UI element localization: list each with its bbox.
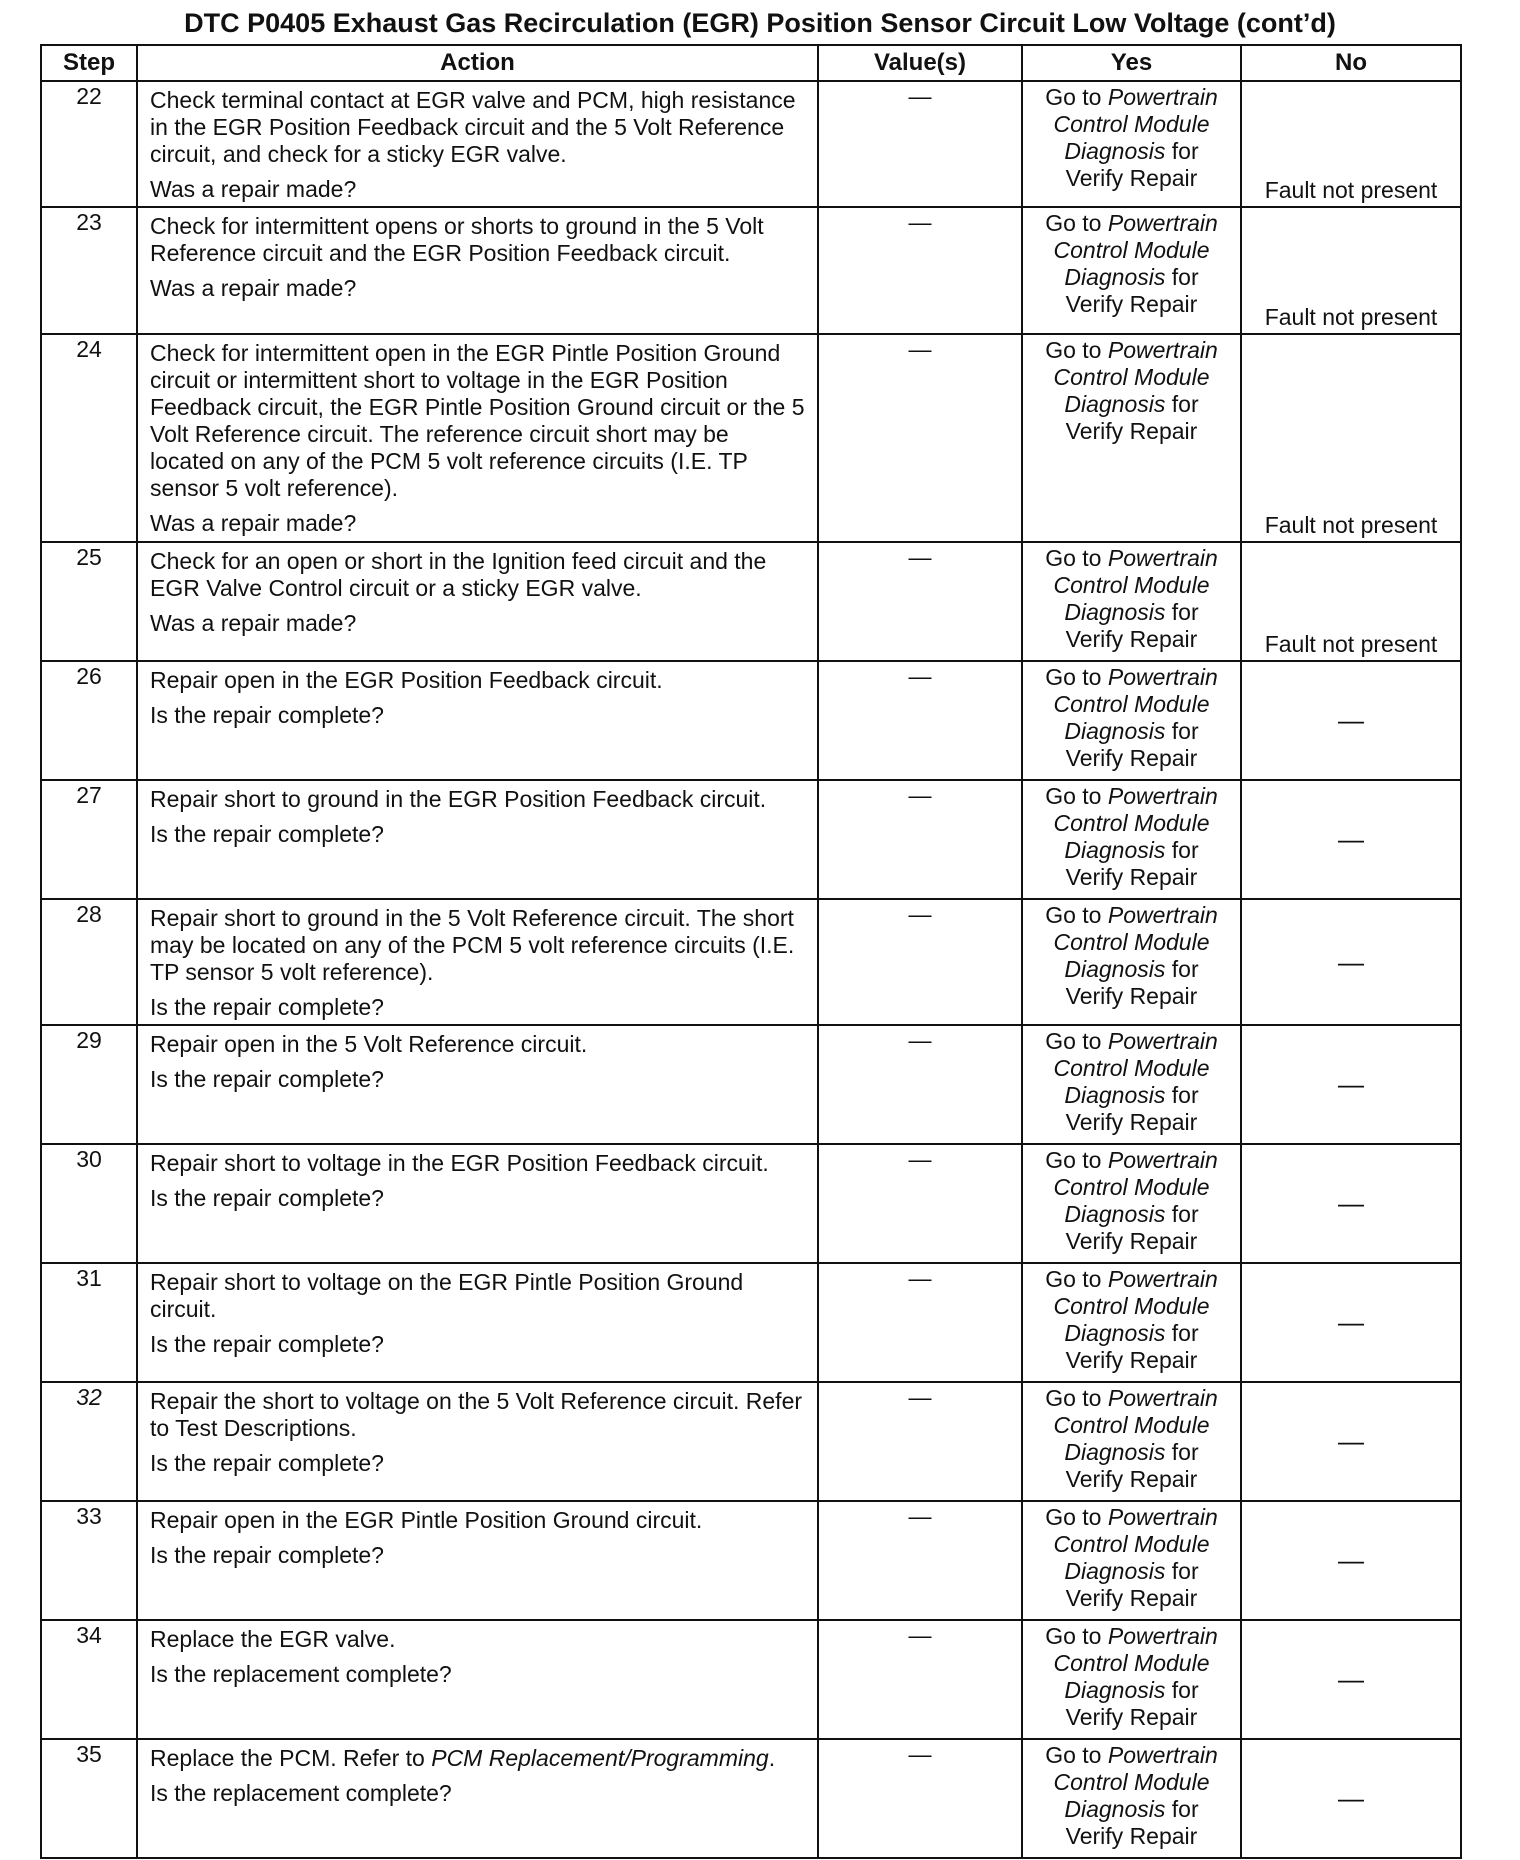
yes-pcm-title-1: Powertrain (1107, 1147, 1218, 1173)
action-cell (137, 1382, 818, 1501)
yes-cell (1022, 334, 1241, 542)
no-cell (1241, 1739, 1461, 1858)
yes-diagnosis: Diagnosis (1064, 718, 1166, 744)
fault-not-present: Fault not present (1264, 512, 1438, 538)
yes-pcm-title-1: Powertrain (1107, 1028, 1218, 1054)
dash: — (1338, 1307, 1364, 1337)
yes-go-to: Go to (1045, 664, 1108, 690)
action-question: Was a repair made? (150, 510, 357, 536)
yes-pcm-title-1: Powertrain (1107, 1385, 1218, 1411)
table-row (41, 1263, 1461, 1382)
action-question: Is the repair complete? (150, 1450, 384, 1476)
table-row (41, 1620, 1461, 1739)
dash: — (1338, 946, 1364, 977)
action-cell (137, 780, 818, 899)
step-number: 25 (41, 542, 137, 661)
table-row (41, 207, 1461, 334)
no-cell (1241, 81, 1461, 207)
yes-pcm-title-2: Control Module (1053, 237, 1210, 263)
step-number: 28 (41, 899, 137, 1025)
step-number: 29 (41, 1025, 137, 1144)
yes-pcm-title-2: Control Module (1053, 1055, 1210, 1081)
no-cell (1241, 780, 1461, 899)
table-row (41, 899, 1461, 1025)
values-column-header: Value(s) (818, 45, 1022, 81)
dash: — (1338, 1545, 1364, 1575)
yes-verify-repair: Verify Repair (1065, 1347, 1198, 1373)
table-row (41, 81, 1461, 207)
step-number: 24 (41, 334, 137, 542)
value-cell (818, 207, 1022, 334)
action-text: Repair open in the 5 Volt Reference circuit. (150, 1031, 588, 1057)
dash: — (1338, 1664, 1364, 1694)
dash: — (908, 1384, 932, 1410)
yes-pcm-title-2: Control Module (1053, 691, 1210, 717)
pcm-replacement-reference: PCM Replacement/Programming (431, 1745, 769, 1771)
yes-verify-repair: Verify Repair (1065, 864, 1198, 890)
yes-for: for (1165, 718, 1199, 744)
value-cell (818, 542, 1022, 661)
action-cell (137, 899, 818, 1025)
yes-pcm-title-1: Powertrain (1107, 1504, 1218, 1530)
yes-pcm-title-1: Powertrain (1107, 84, 1218, 110)
dash: — (908, 1027, 932, 1053)
action-text: Repair open in the EGR Position Feedback circuit. (150, 667, 663, 693)
yes-pcm-title-1: Powertrain (1107, 664, 1218, 690)
value-cell (818, 1501, 1022, 1620)
step-column-header: Step (41, 45, 137, 81)
action-cell (137, 661, 818, 780)
action-question: Is the repair complete? (150, 821, 384, 847)
yes-diagnosis: Diagnosis (1064, 138, 1166, 164)
dash: — (908, 782, 932, 808)
yes-for: for (1165, 837, 1199, 863)
action-question: Is the repair complete? (150, 1542, 384, 1568)
action-question: Was a repair made? (150, 176, 357, 202)
action-text: Repair short to voltage in the EGR Position Feedback circuit. (150, 1150, 769, 1176)
dash: — (908, 1503, 932, 1529)
table-row (41, 334, 1461, 542)
yes-for: for (1165, 956, 1199, 982)
value-cell (818, 1025, 1022, 1144)
table-row (41, 1501, 1461, 1620)
table-row (41, 1382, 1461, 1501)
value-cell (818, 1739, 1022, 1858)
yes-cell (1022, 1382, 1241, 1501)
yes-pcm-title-1: Powertrain (1107, 1742, 1218, 1768)
yes-for: for (1165, 391, 1199, 417)
no-cell (1241, 1501, 1461, 1620)
yes-cell (1022, 1501, 1241, 1620)
yes-for: for (1165, 599, 1199, 625)
yes-diagnosis: Diagnosis (1064, 391, 1166, 417)
yes-diagnosis: Diagnosis (1064, 1320, 1166, 1346)
dash: — (908, 1265, 932, 1291)
value-cell (818, 780, 1022, 899)
yes-verify-repair: Verify Repair (1065, 745, 1198, 771)
yes-cell (1022, 207, 1241, 334)
yes-pcm-title-1: Powertrain (1107, 337, 1218, 363)
no-cell (1241, 899, 1461, 1025)
yes-cell (1022, 780, 1241, 899)
action-text-suffix: . (768, 1745, 776, 1771)
step-number: 26 (41, 661, 137, 780)
dash: — (908, 1146, 932, 1172)
action-cell (137, 1144, 818, 1263)
yes-diagnosis: Diagnosis (1064, 1082, 1166, 1108)
action-cell (137, 1620, 818, 1739)
action-cell (137, 81, 818, 207)
value-cell (818, 661, 1022, 780)
yes-column-header: Yes (1022, 45, 1241, 81)
action-text: Repair the short to voltage on the 5 Volt Reference circuit. Refer to Test Descriptions. (150, 1388, 803, 1441)
step-number: 27 (41, 780, 137, 899)
yes-verify-repair: Verify Repair (1065, 626, 1198, 652)
dash: — (908, 83, 932, 109)
yes-pcm-title-2: Control Module (1053, 1769, 1210, 1795)
yes-go-to: Go to (1045, 902, 1108, 928)
yes-cell (1022, 661, 1241, 780)
yes-pcm-title-2: Control Module (1053, 364, 1210, 390)
yes-for: for (1165, 138, 1199, 164)
yes-go-to: Go to (1045, 210, 1108, 236)
action-question: Is the replacement complete? (150, 1661, 452, 1687)
action-cell (137, 1025, 818, 1144)
value-cell (818, 1382, 1022, 1501)
yes-diagnosis: Diagnosis (1064, 837, 1166, 863)
table-row (41, 780, 1461, 899)
value-cell (818, 1263, 1022, 1382)
yes-go-to: Go to (1045, 1623, 1108, 1649)
action-text: Repair short to ground in the EGR Position Feedback circuit. (150, 786, 767, 812)
value-cell (818, 899, 1022, 1025)
yes-cell (1022, 899, 1241, 1025)
no-cell (1241, 1025, 1461, 1144)
yes-verify-repair: Verify Repair (1065, 418, 1198, 444)
yes-pcm-title-2: Control Module (1053, 111, 1210, 137)
dash: — (908, 1622, 932, 1648)
action-cell (137, 1739, 818, 1858)
action-text-prefix: Replace the PCM. Refer to (150, 1745, 432, 1771)
dash: — (908, 209, 932, 235)
action-cell (137, 334, 818, 542)
yes-pcm-title-1: Powertrain (1107, 1266, 1218, 1292)
no-column-header: No (1241, 45, 1461, 81)
no-cell (1241, 207, 1461, 334)
yes-cell (1022, 1263, 1241, 1382)
yes-go-to: Go to (1045, 337, 1108, 363)
value-cell (818, 1144, 1022, 1263)
action-cell (137, 542, 818, 661)
no-cell (1241, 1382, 1461, 1501)
yes-for: for (1165, 1201, 1199, 1227)
action-question: Is the repair complete? (150, 702, 384, 728)
page-title: DTC P0405 Exhaust Gas Recirculation (EGR) Position Sensor Circuit Low Voltage (cont’d) (184, 8, 1336, 38)
action-question: Is the replacement complete? (150, 1780, 452, 1806)
yes-go-to: Go to (1045, 545, 1108, 571)
table-row (41, 661, 1461, 780)
yes-diagnosis: Diagnosis (1064, 1439, 1166, 1465)
step-number: 23 (41, 207, 137, 334)
yes-pcm-title-2: Control Module (1053, 929, 1210, 955)
action-text: Repair short to voltage on the EGR Pintle Position Ground circuit. (150, 1269, 744, 1322)
no-cell (1241, 1263, 1461, 1382)
yes-verify-repair: Verify Repair (1065, 1109, 1198, 1135)
yes-diagnosis: Diagnosis (1064, 1201, 1166, 1227)
table-row (41, 542, 1461, 661)
step-number (41, 1382, 137, 1501)
dash: — (908, 901, 932, 927)
yes-verify-repair: Verify Repair (1065, 165, 1198, 191)
dash: — (1338, 1426, 1364, 1456)
yes-pcm-title-2: Control Module (1053, 1174, 1210, 1200)
action-text: Check terminal contact at EGR valve and PCM, high resistance in the EGR Position Feedback circuit and the 5 Volt Reference circuit, and check for a sticky EGR valve. (150, 87, 796, 167)
yes-cell (1022, 1025, 1241, 1144)
diagnostic-table (40, 44, 1462, 1859)
dash: — (1338, 1783, 1364, 1813)
action-text: Repair open in the EGR Pintle Position Ground circuit. (150, 1507, 703, 1533)
yes-diagnosis: Diagnosis (1064, 1677, 1166, 1703)
yes-go-to: Go to (1045, 1028, 1108, 1054)
yes-pcm-title-2: Control Module (1053, 1412, 1210, 1438)
value-cell (818, 334, 1022, 542)
step-number: 31 (41, 1263, 137, 1382)
action-column-header: Action (137, 45, 818, 81)
dash: — (1338, 824, 1364, 854)
yes-for: for (1165, 1082, 1199, 1108)
action-question: Was a repair made? (150, 275, 357, 301)
yes-pcm-title-1: Powertrain (1107, 783, 1218, 809)
action-question: Was a repair made? (150, 610, 357, 636)
yes-cell (1022, 81, 1241, 207)
action-question: Is the repair complete? (150, 1331, 384, 1357)
dash: — (1338, 705, 1364, 735)
action-text: Check for an open or short in the Ignition feed circuit and the EGR Valve Control circuit or a sticky EGR valve. (150, 548, 767, 601)
yes-go-to: Go to (1045, 783, 1108, 809)
yes-cell (1022, 542, 1241, 661)
step-number: 33 (41, 1501, 137, 1620)
table-row (41, 1144, 1461, 1263)
dash: — (908, 663, 932, 689)
yes-for: for (1165, 1558, 1199, 1584)
dash: — (908, 336, 932, 362)
yes-verify-repair: Verify Repair (1065, 1228, 1198, 1254)
yes-go-to: Go to (1045, 1504, 1108, 1530)
yes-go-to: Go to (1045, 1385, 1108, 1411)
fault-not-present: Fault not present (1264, 304, 1438, 330)
step-number: 35 (41, 1739, 137, 1858)
action-text: Replace the EGR valve. (150, 1626, 396, 1652)
action-cell (137, 207, 818, 334)
yes-cell (1022, 1620, 1241, 1739)
yes-go-to: Go to (1045, 84, 1108, 110)
yes-pcm-title-2: Control Module (1053, 572, 1210, 598)
action-cell (137, 1263, 818, 1382)
dash: — (908, 544, 932, 570)
yes-pcm-title-2: Control Module (1053, 810, 1210, 836)
no-cell (1241, 542, 1461, 661)
no-cell (1241, 334, 1461, 542)
yes-diagnosis: Diagnosis (1064, 1796, 1166, 1822)
action-text: Repair short to ground in the 5 Volt Reference circuit. The short may be located on any of the PCM 5 volt reference circuits (I.E. TP sensor 5 volt reference). (150, 905, 795, 985)
yes-for: for (1165, 1320, 1199, 1346)
yes-pcm-title-1: Powertrain (1107, 902, 1218, 928)
yes-verify-repair: Verify Repair (1065, 1466, 1198, 1492)
step-number: 30 (41, 1144, 137, 1263)
yes-diagnosis: Diagnosis (1064, 956, 1166, 982)
no-cell (1241, 661, 1461, 780)
yes-verify-repair: Verify Repair (1065, 291, 1198, 317)
yes-for: for (1165, 1677, 1199, 1703)
action-question: Is the repair complete? (150, 994, 384, 1020)
action-text: Check for intermittent opens or shorts to ground in the 5 Volt Reference circuit and the EGR Position Feedback circuit. (150, 213, 764, 266)
yes-diagnosis: Diagnosis (1064, 1558, 1166, 1584)
yes-diagnosis: Diagnosis (1064, 599, 1166, 625)
yes-cell (1022, 1144, 1241, 1263)
fault-not-present: Fault not present (1264, 631, 1438, 657)
yes-verify-repair: Verify Repair (1065, 1704, 1198, 1730)
yes-for: for (1165, 264, 1199, 290)
yes-verify-repair: Verify Repair (1065, 1585, 1198, 1611)
step-number: 34 (41, 1620, 137, 1739)
yes-pcm-title-1: Powertrain (1107, 210, 1218, 236)
action-text: Check for intermittent open in the EGR Pintle Position Ground circuit or intermittent short to voltage in the EGR Position Feedback circuit, the EGR Pintle Position Ground circuit or the 5 Volt Reference circuit. The reference circuit short may be located on any of the PCM 5 volt reference circuits (I.E. TP sensor 5 volt reference). (150, 340, 805, 501)
yes-for: for (1165, 1796, 1199, 1822)
no-cell (1241, 1144, 1461, 1263)
yes-pcm-title-2: Control Module (1053, 1531, 1210, 1557)
table-header-row (41, 45, 1461, 81)
yes-for: for (1165, 1439, 1199, 1465)
yes-go-to: Go to (1045, 1147, 1108, 1173)
yes-pcm-title-2: Control Module (1053, 1650, 1210, 1676)
step-number: 22 (41, 81, 137, 207)
yes-verify-repair: Verify Repair (1065, 983, 1198, 1009)
yes-cell (1022, 1739, 1241, 1858)
yes-diagnosis: Diagnosis (1064, 264, 1166, 290)
dash: — (908, 1741, 932, 1767)
no-cell (1241, 1620, 1461, 1739)
yes-pcm-title-1: Powertrain (1107, 1623, 1218, 1649)
dash: — (1338, 1188, 1364, 1218)
yes-pcm-title-2: Control Module (1053, 1293, 1210, 1319)
yes-go-to: Go to (1045, 1742, 1108, 1768)
action-text (150, 1745, 807, 1772)
action-question: Is the repair complete? (150, 1185, 384, 1211)
dash: — (1338, 1069, 1364, 1099)
yes-pcm-title-1: Powertrain (1107, 545, 1218, 571)
value-cell (818, 1620, 1022, 1739)
step-number-italic: 32 (76, 1384, 102, 1410)
value-cell (818, 81, 1022, 207)
yes-verify-repair: Verify Repair (1065, 1823, 1198, 1849)
table-row (41, 1739, 1461, 1858)
action-question: Is the repair complete? (150, 1066, 384, 1092)
action-cell (137, 1501, 818, 1620)
table-row (41, 1025, 1461, 1144)
fault-not-present: Fault not present (1264, 177, 1438, 203)
yes-go-to: Go to (1045, 1266, 1108, 1292)
